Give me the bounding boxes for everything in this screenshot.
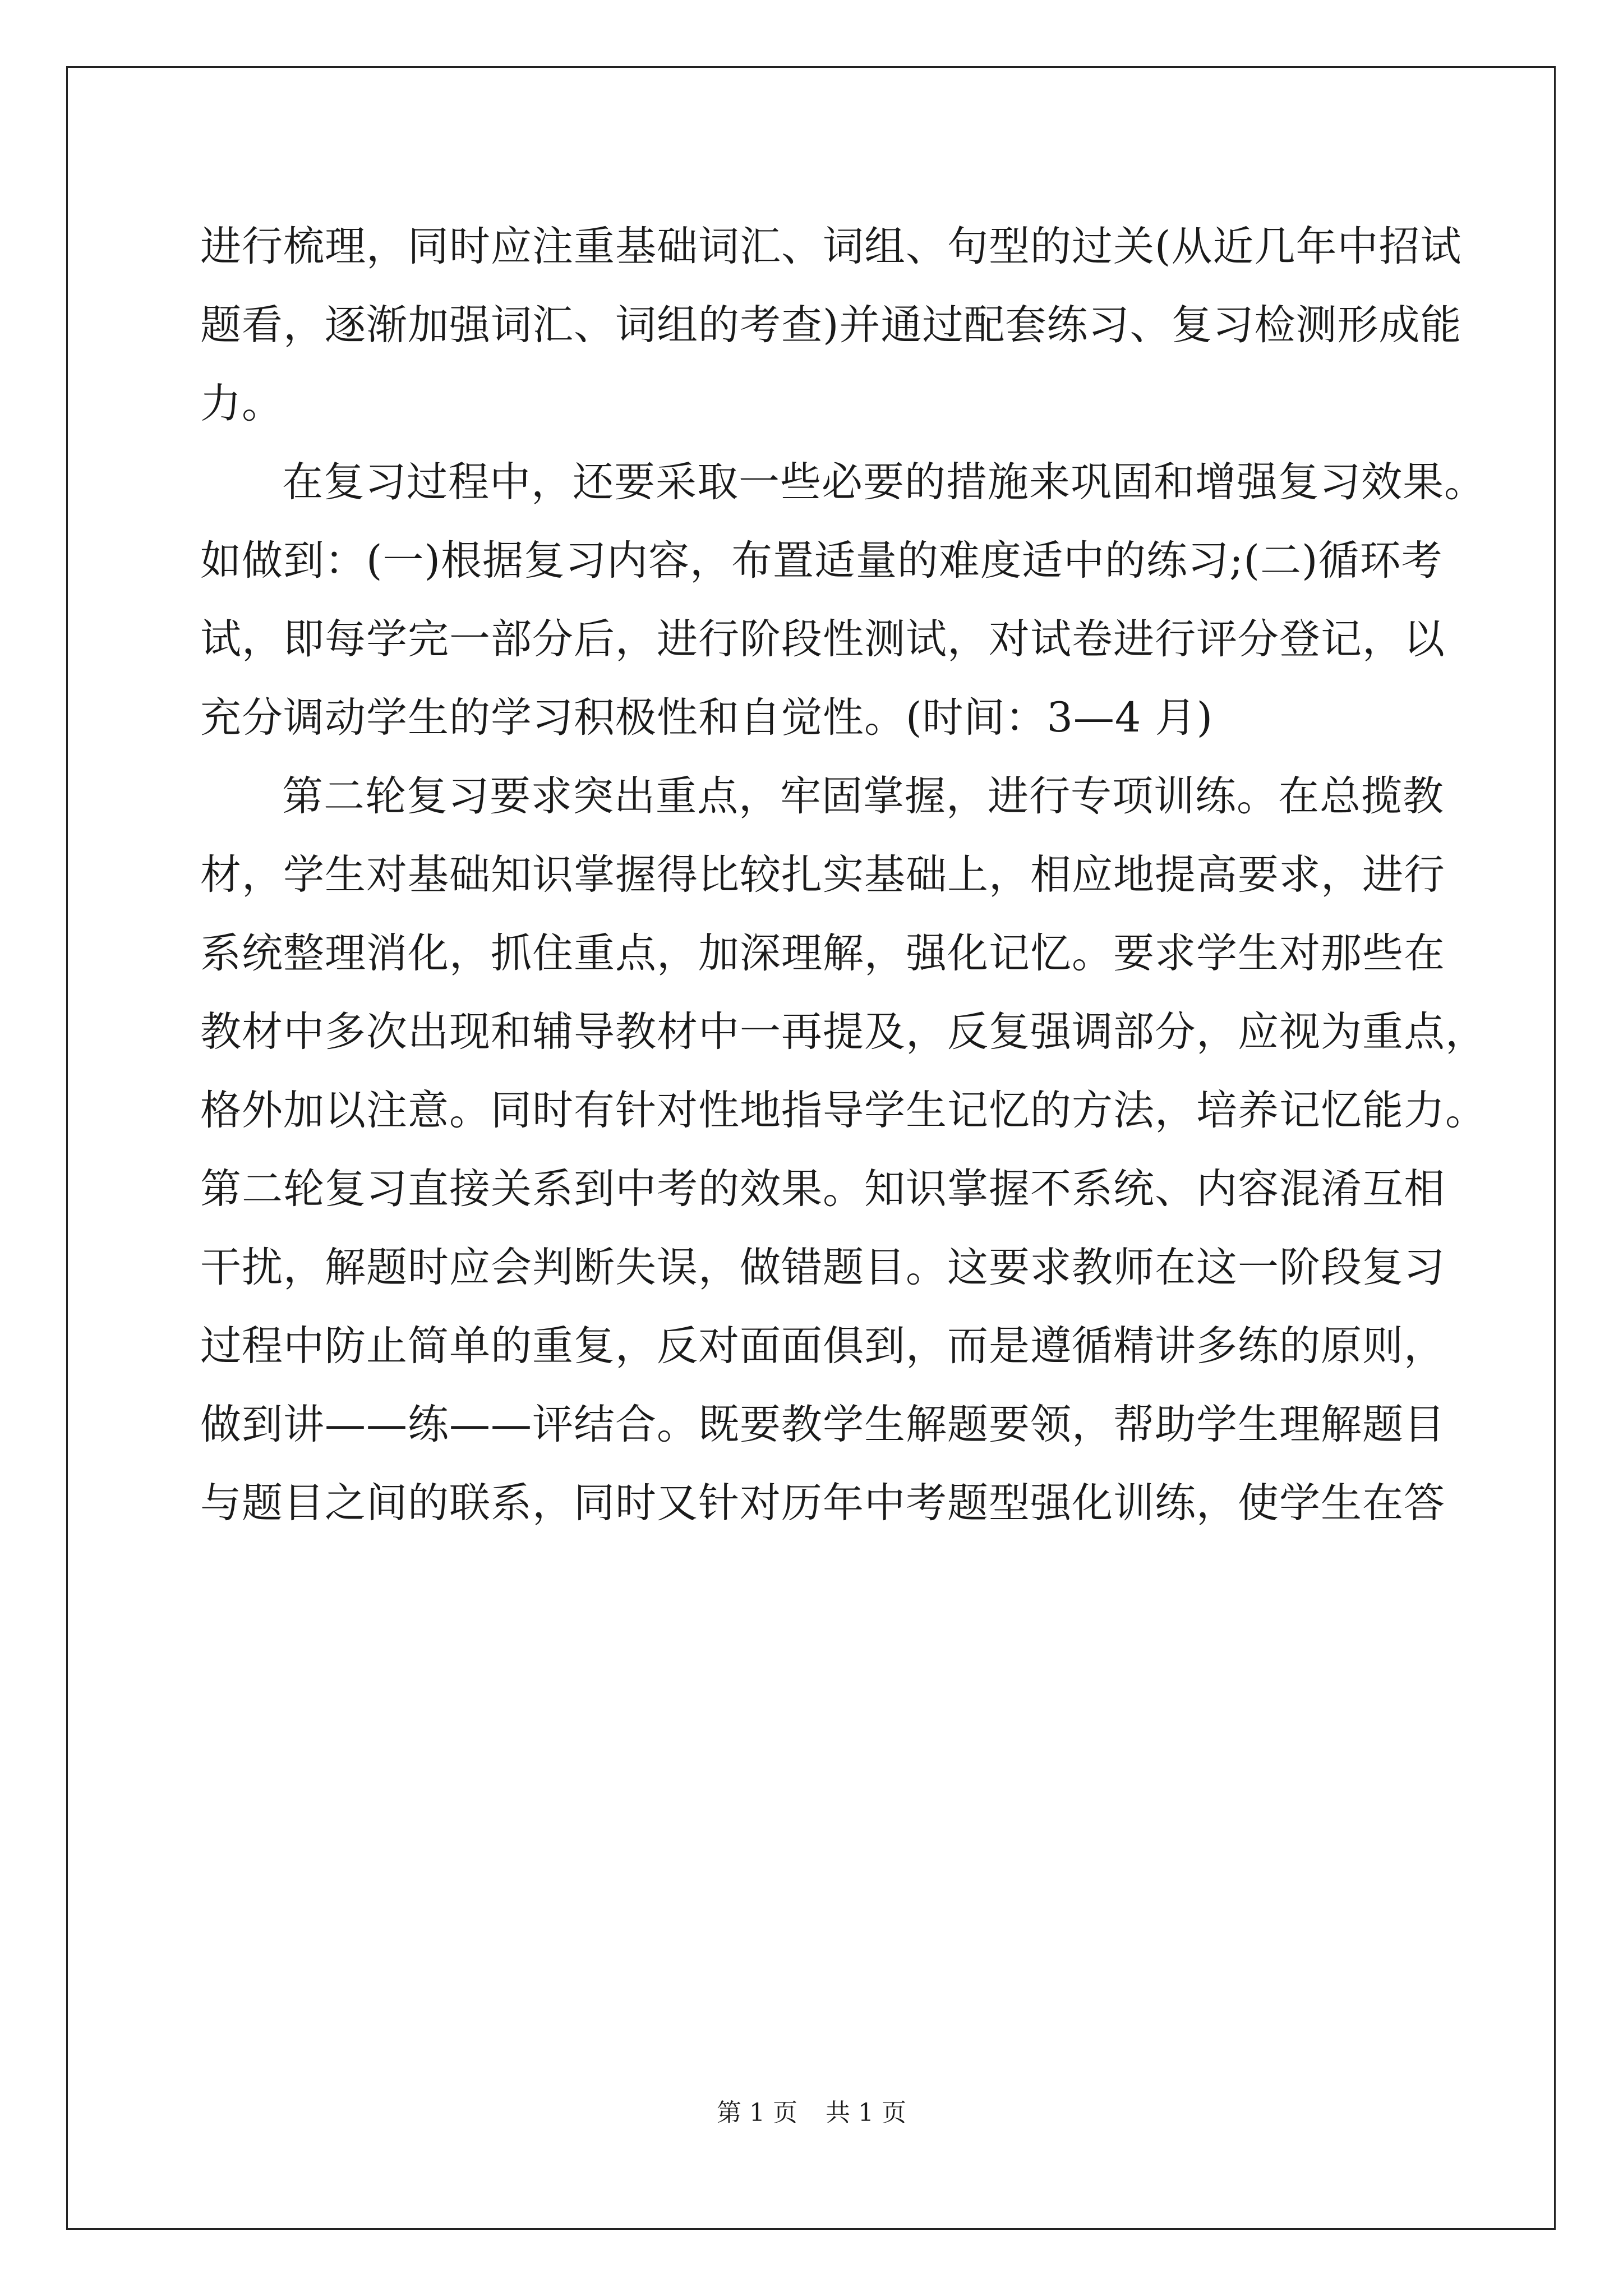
page-footer bbox=[0, 2092, 1623, 2128]
text-line: 干扰，解题时应会判断失误，做错题目。这要求教师在这一阶段复习 bbox=[200, 1244, 1445, 1291]
text-line: 做到讲——练——评结合。既要教学生解题要领，帮助学生理解题目 bbox=[200, 1401, 1445, 1448]
text-line: 充分调动学生的学习积极性和自觉性。(时间：3—4 月) bbox=[200, 694, 1214, 742]
text-line: 教材中多次出现和辅导教材中一再提及，反复强调部分，应视为重点， bbox=[200, 1008, 1487, 1056]
paragraph bbox=[200, 443, 1486, 757]
page-total: 共 1 页 bbox=[826, 2099, 906, 2127]
text-line: 格外加以注意。同时有针对性地指导学生记忆的方法，培养记忆能力。 bbox=[200, 1087, 1487, 1134]
text-line: 题看，逐渐加强词汇、词组的考查)并通过配套练习、复习检测形成能 bbox=[200, 301, 1462, 349]
text-line: 在复习过程中，还要采取一些必要的措施来巩固和增强复习效果。 bbox=[282, 458, 1486, 506]
paragraph bbox=[200, 757, 1487, 1543]
document-body bbox=[200, 208, 1487, 1543]
text-line: 试，即每学完一部分后，进行阶段性测试，对试卷进行评分登记，以 bbox=[200, 615, 1445, 663]
text-line: 过程中防止简单的重复，反对面面俱到，而是遵循精讲多练的原则， bbox=[200, 1322, 1445, 1370]
text-line: 材，学生对基础知识掌握得比较扎实基础上，相应地提高要求，进行 bbox=[200, 851, 1445, 899]
text-line: 第二轮复习直接关系到中考的效果。知识掌握不系统、内容混淆互相 bbox=[200, 1165, 1445, 1213]
text-line: 与题目之间的联系，同时又针对历年中考题型强化训练，使学生在答 bbox=[200, 1479, 1445, 1527]
text-line: 如做到：(一)根据复习内容，布置适量的难度适中的练习;(二)循环考 bbox=[200, 537, 1443, 585]
text-line: 力。 bbox=[200, 380, 283, 427]
text-line: 系统整理消化，抓住重点，加深理解，强化记忆。要求学生对那些在 bbox=[200, 930, 1445, 977]
text-line: 进行梳理，同时应注重基础词汇、词组、句型的过关(从近几年中招试 bbox=[200, 223, 1462, 270]
page-number: 第 1 页 bbox=[717, 2099, 797, 2127]
text-line: 第二轮复习要求突出重点，牢固掌握，进行专项训练。在总揽教 bbox=[282, 772, 1444, 820]
paragraph bbox=[200, 208, 1462, 443]
